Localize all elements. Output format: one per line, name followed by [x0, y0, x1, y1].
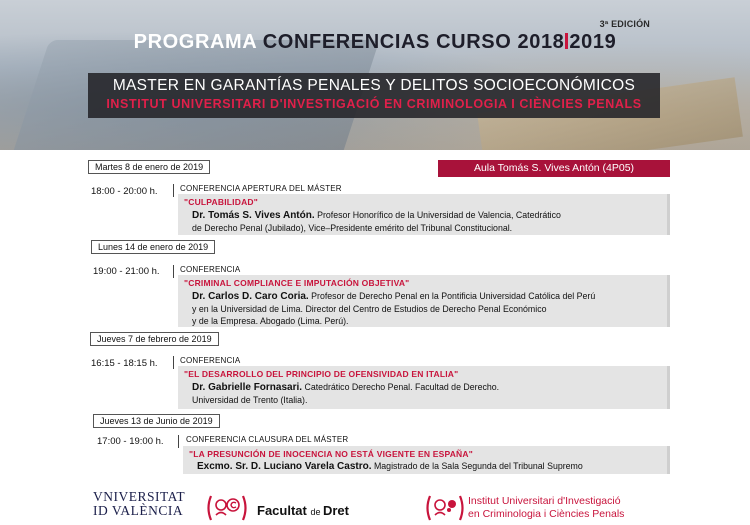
session-time: 19:00 - 21:00 h.	[93, 266, 160, 277]
session-date: Jueves 7 de febrero de 2019	[90, 332, 219, 346]
speaker-description: Magistrado de la Sala Segunda del Tribunal Supremo	[371, 461, 583, 471]
session-detail-box	[183, 446, 670, 474]
session-divider	[173, 356, 174, 369]
faculty-name	[257, 503, 349, 518]
speaker-name: Dr. Tomás S. Vives Antón.	[192, 210, 315, 221]
speaker-description: Profesor Honorífico de la Universidad de Valencia, Catedrático	[314, 210, 561, 220]
title-year-divider	[565, 33, 568, 49]
speaker-description: Profesor de Derecho Penal en la Pontificia Universidad Católica del Perú	[308, 291, 596, 301]
institute-name-line2: en Criminologia i Ciències Penals	[468, 508, 625, 520]
session-detail-box	[178, 275, 670, 327]
session-date: Jueves 13 de Junio de 2019	[93, 414, 220, 428]
title-part-conferencias: CONFERENCIAS CURSO	[262, 31, 518, 53]
session-topic: "CULPABILIDAD"	[184, 197, 258, 207]
session-divider	[178, 435, 179, 448]
session-topic: "EL DESARROLLO DEL PRINCIPIO DE OFENSIVIDAD EN ITALIA"	[184, 369, 459, 379]
university-logo	[93, 490, 185, 518]
session-kind: CONFERENCIA APERTURA DEL MÁSTER	[180, 184, 342, 193]
title-year-a: 2018	[517, 31, 565, 53]
session-detail-box	[178, 194, 670, 235]
session-time: 18:00 - 20:00 h.	[91, 186, 158, 197]
session-date: Lunes 14 de enero de 2019	[91, 240, 215, 254]
speaker-description: de Derecho Penal (Jubilado), Vice–Presidente emérito del Tribunal Constitucional.	[192, 223, 513, 233]
session-speaker	[184, 209, 661, 234]
session-time: 16:15 - 18:15 h.	[91, 358, 158, 369]
faculty-name-part: Dret	[322, 503, 349, 518]
faculty-name-part: Facultat	[257, 503, 311, 518]
speaker-description: Catedrático Derecho Penal. Facultad de Derecho.	[302, 382, 500, 392]
page-title	[0, 31, 750, 54]
faculty-name-part: de	[310, 507, 323, 517]
master-band	[88, 73, 660, 118]
session-speaker	[189, 460, 661, 473]
session-kind: CONFERENCIA	[180, 356, 241, 365]
header-banner	[0, 0, 750, 150]
speaker-name: Dr. Carlos D. Caro Coria.	[192, 291, 309, 302]
institute-logo-text	[468, 495, 624, 521]
session-kind: CONFERENCIA	[180, 265, 241, 274]
session-kind: CONFERENCIA CLAUSURA DEL MÁSTER	[186, 435, 349, 444]
session-divider	[173, 184, 174, 197]
session-date: Martes 8 de enero de 2019	[88, 160, 210, 174]
university-name-line1: VNIVERSITAT	[93, 489, 186, 504]
session-time: 17:00 - 19:00 h.	[97, 436, 164, 447]
session-detail-box	[178, 366, 670, 409]
institute-title: INSTITUT UNIVERSITARI D'INVESTIGACIÓ EN CRIMINOLOGIA I CIÈNCIES PENALS	[106, 97, 642, 111]
faculty-emblem-icon	[205, 493, 249, 523]
speaker-description: y de la Empresa. Abogado (Lima. Perú).	[192, 316, 349, 326]
session-speaker	[184, 381, 661, 406]
speaker-name: Dr. Gabrielle Fornasari.	[192, 382, 303, 393]
session-topic: "CRIMINAL COMPLIANCE E IMPUTACIÓN OBJETIVA"	[184, 278, 410, 288]
speaker-name: Excmo. Sr. D. Luciano Varela Castro.	[197, 461, 372, 472]
institute-emblem-icon	[424, 493, 466, 523]
speaker-description: y en la Universidad de Lima. Director del Centro de Estudios de Derecho Penal Económico	[192, 304, 547, 314]
edition-label: 3ª EDICIÓN	[599, 19, 650, 29]
title-year-b: 2019	[569, 31, 617, 53]
institute-name-line1: Institut Universitari d'Investigació	[468, 495, 621, 507]
master-title: MASTER EN GARANTÍAS PENALES Y DELITOS SOCIOECONÓMICOS	[112, 77, 636, 94]
session-speaker	[184, 290, 661, 327]
university-name-line2: ID VALÈNCIA	[93, 503, 184, 518]
speaker-description: Universidad de Trento (Italia).	[192, 395, 308, 405]
room-badge: Aula Tomás S. Vives Antón (4P05)	[438, 160, 670, 177]
session-divider	[173, 265, 174, 278]
session-topic: "LA PRESUNCIÓN DE INOCENCIA NO ESTÁ VIGENTE EN ESPAÑA"	[189, 449, 473, 459]
title-part-programa: PROGRAMA	[133, 31, 263, 53]
